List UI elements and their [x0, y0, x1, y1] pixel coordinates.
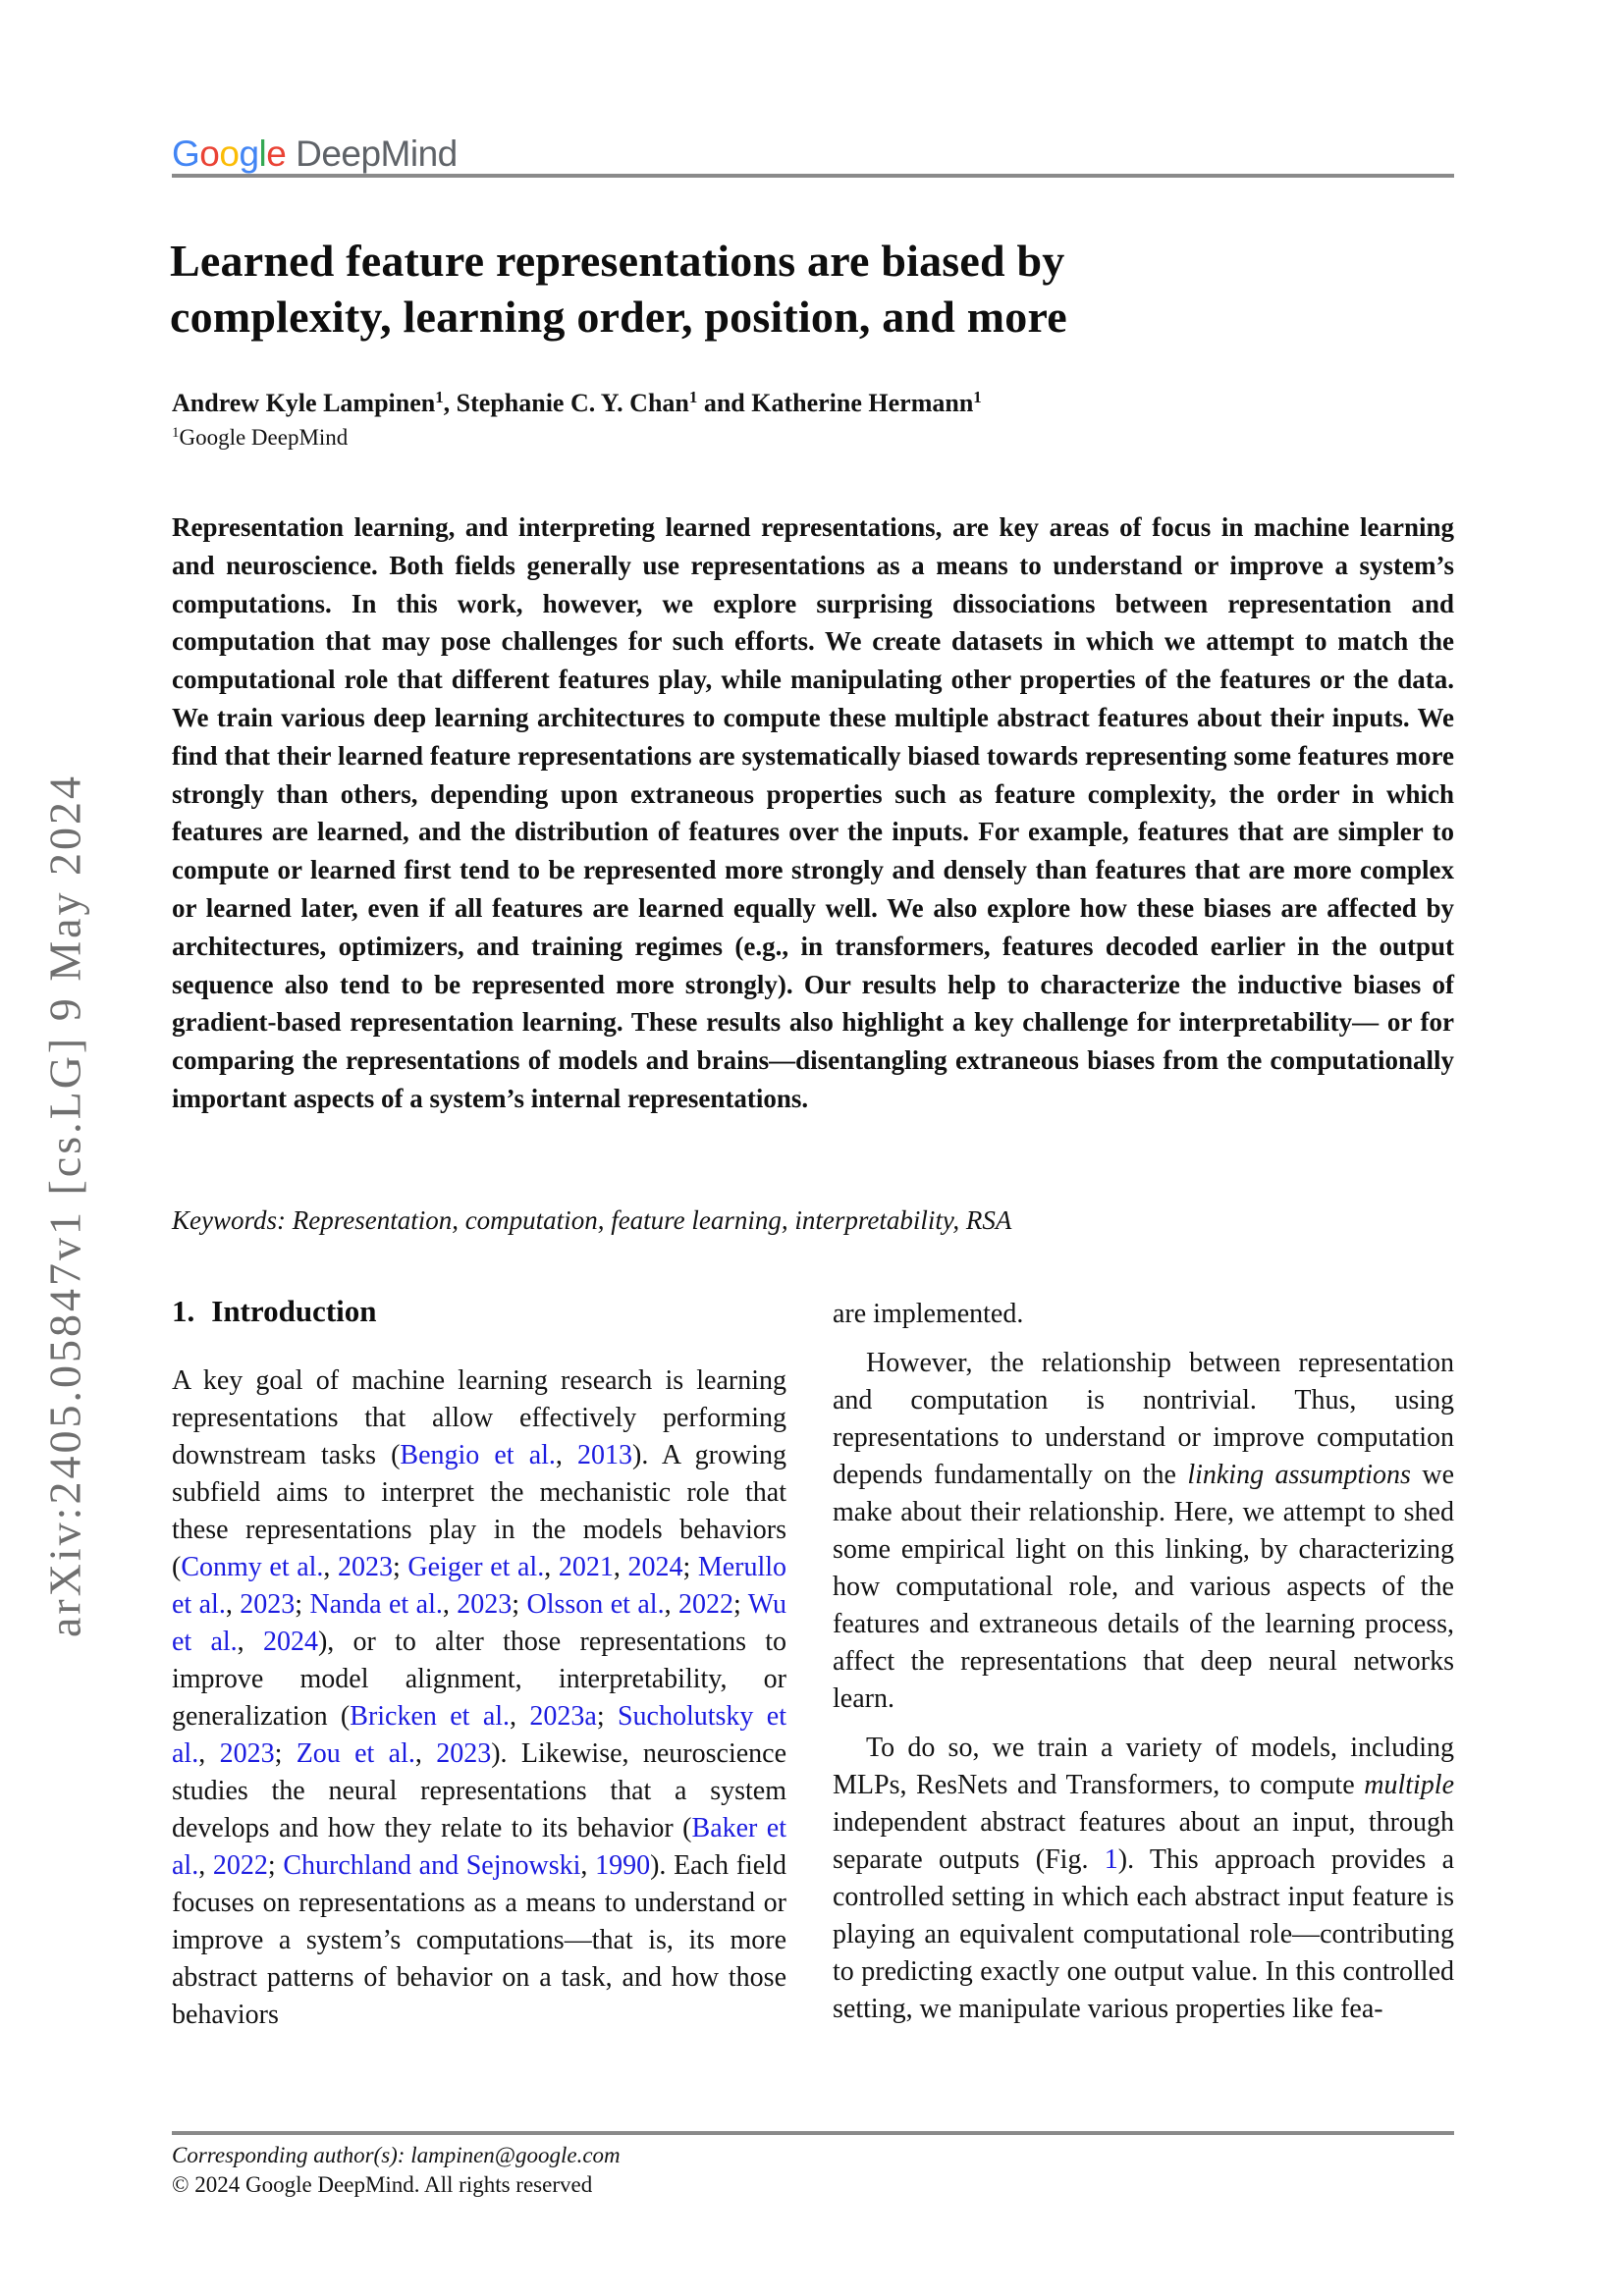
- intro-right-column: [833, 1293, 1454, 2034]
- citation-link[interactable]: Olsson et al.: [526, 1589, 665, 1620]
- citation-link[interactable]: 2023: [436, 1738, 492, 1769]
- intro-left-column: [172, 1293, 786, 2034]
- section-number: 1.: [172, 1294, 195, 1328]
- citation-link[interactable]: Churchland and Sejnowski: [283, 1850, 581, 1881]
- header-rule: [172, 174, 1454, 178]
- intro-paragraph-3: To do so, we train a variety of models, including MLPs, ResNets and Transformers, to compute multiple independent abstract features about an input, through separate outputs (Fig. 1). This approach provides a controlled setting in which each abstract input feature is playing an equivalent computational role—contributing to predicting exactly one output value. In this controlled setting, we manipulate various properties like fea-: [833, 1733, 1455, 2024]
- citation-link[interactable]: Baker et al.: [172, 1813, 787, 1881]
- copyright-line: © 2024 Google DeepMind. All rights reserved: [172, 2172, 593, 2197]
- paper-title: [170, 233, 1466, 345]
- google-deepmind-logo: Google DeepMind: [172, 133, 458, 174]
- title-line-1: Learned feature representations are biased by: [170, 236, 1065, 286]
- citation-link[interactable]: 2023: [240, 1589, 296, 1620]
- citation-link[interactable]: Geiger et al.: [407, 1552, 545, 1582]
- abstract-text: Representation learning, and interpreting learned representations, are key areas of focus in machine learning and neuroscience. Both fields generally use representations as a means to understand or improve a system’s computations. In this work, however, we explore surprising dissociations between representation and computation that may pose challenges for such efforts. We create datasets in which we attempt to match the computational role that different features play, while manipulating other properties of the features or the data. We train various deep learning architectures to compute these multiple abstract features about their inputs. We find that their learned feature representations are systematically biased towards representing some features more strongly than others, depending upon extraneous properties such as feature complexity, the order in which features are learned, and the distribution of features over the inputs. For example, features that are simpler to compute or learned first tend to be represented more strongly and densely than features that are more complex or learned later, even if all features are learned equally well. We also explore how these biases are affected by architectures, optimizers, and training regimes (e.g., in transformers, features decoded earlier in the output sequence also tend to be represented more strongly). Our results help to characterize the inductive biases of gradient-based representation learning. These results also highlight a key challenge for interpretability— or for comparing the representations of models and brains—disentangling extraneous biases from the computationally important aspects of a system’s internal representations.: [172, 512, 1454, 1113]
- citation-link[interactable]: Bricken et al.: [350, 1701, 511, 1732]
- citation-link[interactable]: 2021: [558, 1552, 614, 1582]
- citation-link[interactable]: Wu et al.: [172, 1589, 787, 1657]
- citation-link[interactable]: 2024: [262, 1627, 318, 1657]
- authors-line: Andrew Kyle Lampinen$^1$, Stephanie C. Y. Chan$^1$ and Katherine Hermann$^1$: [172, 387, 982, 417]
- citation-link[interactable]: Bengio et al.: [400, 1440, 556, 1470]
- citation-link[interactable]: 2022: [678, 1589, 734, 1620]
- keywords-line: Keywords: Representation, computation, feature learning, interpretability, RSA: [172, 1205, 1012, 1235]
- intro-paragraph-1-continuation: are implemented.: [833, 1299, 1024, 1329]
- arxiv-stamp: arXiv:2405.05847v1 [cs.LG] 9 May 2024: [39, 773, 90, 1638]
- footer-rule: [172, 2131, 1454, 2135]
- introduction-columns: [172, 1293, 1454, 2034]
- citation-link[interactable]: 1990: [595, 1850, 651, 1881]
- corresponding-author-line: Corresponding author(s): lampinen@google.com: [172, 2143, 621, 2167]
- citation-link[interactable]: 2024: [627, 1552, 683, 1582]
- intro-paragraph-2: However, the relationship between representation and computation is nontrivial. Thus, using representations to understand or improve computation depends fundamentally on the linking assumptions we make about their relationship. Here, we attempt to shed some empirical light on this linking, by characterizing how computational role, and various aspects of the features and extraneous details of the learning process, affect the representations that deep neural networks learn.: [833, 1348, 1455, 1714]
- intro-paragraph-1: A key goal of machine learning research is learning representations that allow effectively performing downstream tasks (Bengio et al., 2013). A growing subfield aims to interpret the mechanistic role that these representations play in the models behaviors (Conmy et al., 2023; Geiger et al., 2021, 2024; Merullo et al., 2023; Nanda et al., 2023; Olsson et al., 2022; Wu et al., 2024), or to alter those representations to improve model alignment, interpretability, or generalization (Bricken et al., 2023a; Sucholutsky et al., 2023; Zou et al., 2023). Likewise, neuroscience studies the neural representations that a system develops and how they relate to its behavior (Baker et al., 2022; Churchland and Sejnowski, 1990). Each field focuses on representations as a means to understand or improve a system’s computations—that is, its more abstract patterns of behavior on a task, and how those behaviors: [172, 1365, 787, 2030]
- citation-link[interactable]: 2023: [219, 1738, 275, 1769]
- citation-link[interactable]: Merullo et al.: [172, 1552, 787, 1620]
- citation-link[interactable]: 1: [1104, 1844, 1118, 1875]
- citation-link[interactable]: 2013: [577, 1440, 633, 1470]
- citation-link[interactable]: 2023a: [529, 1701, 597, 1732]
- citation-link[interactable]: Sucholutsky et al.: [172, 1701, 786, 1769]
- citation-link[interactable]: 2022: [212, 1850, 268, 1881]
- citation-link[interactable]: 2023: [338, 1552, 394, 1582]
- citation-link[interactable]: Zou et al.: [296, 1738, 415, 1769]
- title-line-2: complexity, learning order, position, and more: [170, 292, 1067, 342]
- citation-link[interactable]: Conmy et al.: [181, 1552, 324, 1582]
- section-heading-introduction: [172, 1293, 786, 1330]
- section-title: Introduction: [211, 1294, 377, 1328]
- affiliation-line: $^1$Google DeepMind: [172, 424, 349, 450]
- citation-link[interactable]: Nanda et al.: [309, 1589, 443, 1620]
- citation-link[interactable]: 2023: [457, 1589, 513, 1620]
